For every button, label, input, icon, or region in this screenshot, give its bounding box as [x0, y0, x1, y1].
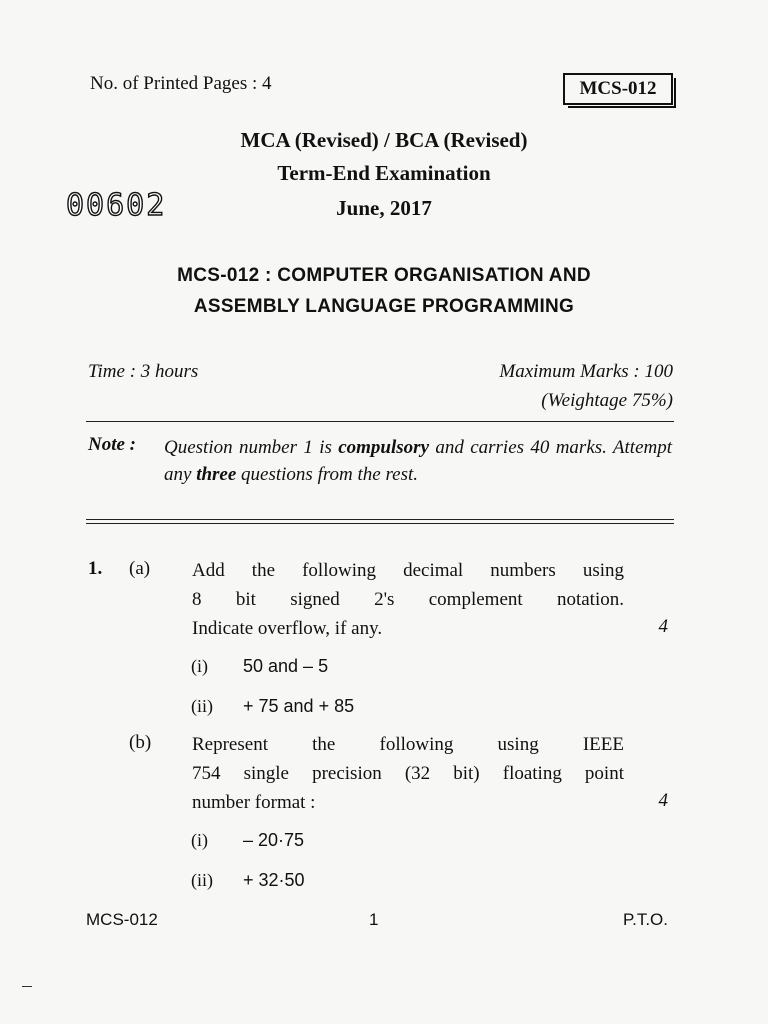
- programme-title: MCA (Revised) / BCA (Revised): [240, 128, 528, 152]
- part-a-marks: 4: [658, 616, 668, 637]
- double-divider-top: [86, 519, 674, 520]
- part-a-text-line: Indicate overflow, if any.: [192, 618, 383, 639]
- divider: [86, 421, 674, 422]
- weightage: (Weightage 75%): [541, 390, 673, 411]
- question-number: 1.: [88, 558, 103, 579]
- part-b-label: (b): [129, 732, 152, 753]
- footer-page-number: 1: [369, 910, 379, 929]
- maximum-marks: Maximum Marks : 100: [499, 361, 673, 382]
- sub-item-label: (i): [191, 830, 208, 850]
- note-label: Note :: [88, 434, 137, 455]
- sub-item-label: (ii): [191, 870, 213, 890]
- exam-title: Term-End Examination: [277, 161, 491, 185]
- footer-pto: P.T.O.: [622, 910, 668, 929]
- course-title-line-1: MCS-012 : COMPUTER ORGANISATION AND: [177, 265, 591, 286]
- part-b-text-line: 754 single precision (32 bit) floating point: [192, 763, 624, 784]
- printed-pages-count: No. of Printed Pages : 4: [90, 73, 272, 94]
- part-b-marks: 4: [658, 790, 668, 811]
- exam-duration: Time : 3 hours: [88, 361, 199, 382]
- note-text-part-3: questions from the rest.: [236, 464, 419, 485]
- course-title-line-2: ASSEMBLY LANGUAGE PROGRAMMING: [193, 296, 575, 317]
- course-code: MCS-012: [579, 78, 657, 99]
- note-emphasis-three: three: [196, 464, 237, 485]
- note-emphasis-compulsory: compulsory: [338, 437, 429, 458]
- part-b-text-line: number format :: [192, 792, 316, 813]
- course-code-box: [563, 73, 673, 105]
- note-text-part-2: and carries 40 marks. Attempt any: [164, 437, 673, 485]
- sub-item-text: – 20·75: [243, 830, 305, 850]
- part-a-label: (a): [129, 558, 151, 579]
- footer-course-code: MCS-012: [86, 910, 158, 929]
- part-a-text-line: Add the following decimal numbers using: [192, 560, 624, 581]
- sub-item-text: 50 and – 5: [243, 656, 329, 676]
- scan-mark: [22, 986, 32, 987]
- sub-item-label: (ii): [191, 696, 213, 716]
- sub-item-text: + 32·50: [243, 870, 305, 890]
- note-text: [164, 434, 672, 488]
- sub-item-text: + 75 and + 85: [243, 696, 355, 716]
- exam-session: June, 2017: [336, 196, 432, 220]
- part-a-text-line: 8 bit signed 2's complement notation.: [192, 589, 624, 610]
- sub-item-label: (i): [191, 656, 208, 676]
- double-divider-bottom: [86, 523, 674, 524]
- part-b-text-line: Represent the following using IEEE: [192, 734, 624, 755]
- serial-number: 00602: [66, 188, 167, 223]
- note-text-part-1: Question number 1 is: [164, 437, 339, 458]
